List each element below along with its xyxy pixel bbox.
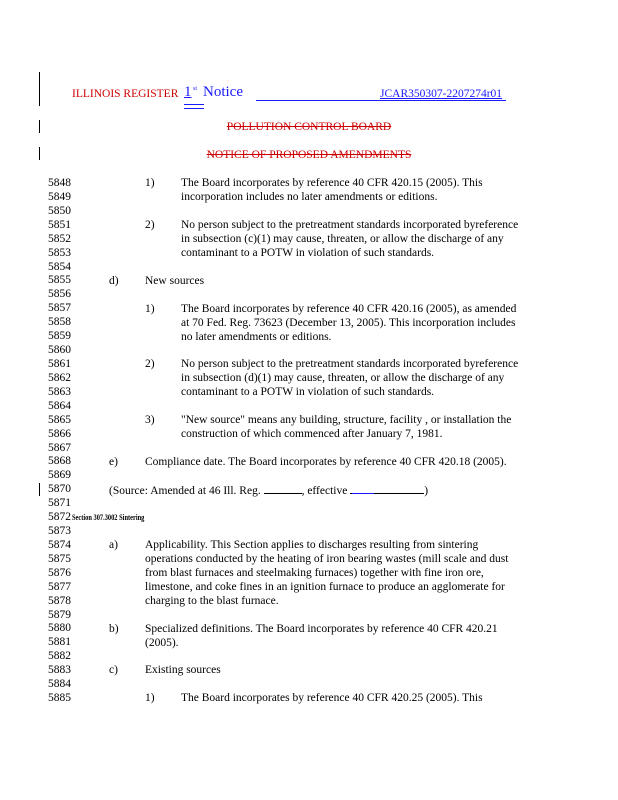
register-page-blank bbox=[264, 484, 302, 494]
line-number: 5850 bbox=[48, 204, 71, 217]
paragraph-line: at 70 Fed. Reg. 73623 (December 13, 2005). This incorporation includes bbox=[181, 317, 516, 329]
line-number: 5852 bbox=[48, 232, 71, 245]
line-number: 5885 bbox=[48, 692, 71, 704]
page-header bbox=[72, 84, 512, 104]
header-mark bbox=[184, 104, 204, 105]
paragraph-line: Applicability. This Section applies to discharges resulting from sintering bbox=[145, 539, 479, 551]
paragraph-line: Specialized definitions. The Board incorporates by reference 40 CFR 420.21 bbox=[145, 623, 498, 635]
line-number: 5862 bbox=[48, 371, 71, 384]
paragraph-line: The Board incorporates by reference 40 CFR 420.16 (2005), as amended bbox=[181, 303, 517, 315]
header-underline bbox=[256, 100, 506, 101]
line-number: 5876 bbox=[48, 566, 71, 579]
paragraph-line: from blast furnaces and steelmaking furnaces) together with fine iron ore, bbox=[145, 567, 484, 579]
list-marker: a) bbox=[109, 539, 118, 551]
jcar-code: JCAR350307-2207274r01 bbox=[380, 88, 503, 100]
line-number: 5879 bbox=[48, 608, 71, 621]
list-marker: c) bbox=[109, 664, 118, 676]
line-number: 5864 bbox=[48, 399, 71, 412]
line-number: 5859 bbox=[48, 330, 71, 343]
list-marker: e) bbox=[109, 456, 118, 468]
line-number: 5860 bbox=[48, 344, 71, 356]
paragraph-line: contaminant to a POTW in violation of such standards. bbox=[181, 247, 435, 259]
subsection-heading: Existing sources bbox=[145, 664, 221, 676]
line-number: 5881 bbox=[48, 636, 71, 649]
paragraph-line: operations conducted by the heating of iron bearing wastes (mill scale and dust bbox=[145, 553, 509, 565]
source-note bbox=[109, 484, 428, 497]
line-number: 5880 bbox=[48, 622, 71, 635]
register-label: ILLINOIS REGISTER bbox=[72, 88, 179, 100]
list-marker: 3) bbox=[145, 414, 155, 426]
effective-date-mark bbox=[352, 493, 374, 494]
paragraph-line: No person subject to the pretreatment standards incorporated byreference bbox=[181, 219, 519, 231]
paragraph-line: contaminant to a POTW in violation of such standards. bbox=[181, 386, 435, 398]
change-bar bbox=[39, 72, 40, 106]
line-number: 5867 bbox=[48, 441, 71, 454]
line-number: 5868 bbox=[48, 455, 71, 468]
agency-title: POLLUTION CONTROL BOARD bbox=[226, 121, 392, 133]
line-number: 5873 bbox=[48, 525, 71, 537]
list-marker: 2) bbox=[145, 219, 155, 231]
source-end: ) bbox=[424, 485, 429, 497]
change-bar bbox=[39, 483, 40, 496]
line-number: 5872 bbox=[48, 511, 71, 524]
paragraph-line: The Board incorporates by reference 40 CFR 420.15 (2005). This bbox=[181, 177, 483, 189]
line-number: 5874 bbox=[48, 538, 71, 551]
paragraph-line: Compliance date. The Board incorporates by reference 40 CFR 420.18 (2005). bbox=[145, 456, 507, 468]
paragraph-line: incorporation includes no later amendments or editions. bbox=[181, 191, 438, 203]
effective-date-blank bbox=[350, 484, 424, 494]
line-number: 5854 bbox=[48, 260, 71, 273]
paragraph-line: charging to the blast furnace. bbox=[145, 595, 279, 607]
line-number: 5878 bbox=[48, 594, 71, 607]
paragraph-line: limestone, and coke fines in an ignition furnace to produce an agglomerate for bbox=[145, 581, 505, 593]
list-marker: 2) bbox=[145, 358, 155, 370]
line-number: 5865 bbox=[48, 413, 71, 426]
notice-number-suffix: st bbox=[193, 86, 198, 92]
paragraph-line: "New source" means any building, structure, facility , or installation the bbox=[181, 414, 512, 426]
line-number: 5875 bbox=[48, 552, 71, 565]
line-number: 5877 bbox=[48, 580, 71, 593]
list-marker: 1) bbox=[145, 303, 155, 315]
line-number: 5861 bbox=[48, 358, 71, 370]
line-number: 5857 bbox=[48, 302, 71, 315]
paragraph-line: in subsection (c)(1) may cause, threaten, or allow the discharge of any bbox=[181, 233, 504, 245]
notice-number: 1 bbox=[184, 84, 192, 100]
subsection-heading: New sources bbox=[145, 275, 205, 287]
paragraph-line: No person subject to the pretreatment standards incorporated byreference bbox=[181, 358, 519, 370]
source-mid: , effective bbox=[301, 485, 348, 497]
line-number: 5869 bbox=[48, 469, 71, 482]
header-mark bbox=[184, 108, 204, 109]
list-marker: 1) bbox=[145, 692, 155, 704]
line-number: 5855 bbox=[48, 274, 71, 287]
paragraph-line: The Board incorporates by reference 40 CFR 420.25 (2005). This bbox=[181, 692, 483, 704]
line-number: 5863 bbox=[48, 385, 71, 398]
list-marker: d) bbox=[109, 275, 119, 287]
paragraph-line: construction of which commenced after January 7, 1981. bbox=[181, 428, 443, 440]
line-number: 5866 bbox=[48, 427, 71, 440]
line-number: 5848 bbox=[48, 177, 71, 189]
line-number: 5856 bbox=[48, 288, 71, 301]
line-number: 5871 bbox=[48, 497, 71, 510]
list-marker: b) bbox=[109, 623, 119, 635]
notice-title: NOTICE OF PROPOSED AMENDMENTS bbox=[206, 149, 412, 161]
list-marker: 1) bbox=[145, 177, 155, 189]
line-number: 5883 bbox=[48, 664, 71, 677]
line-number: 5849 bbox=[48, 190, 71, 203]
paragraph-line: (2005). bbox=[145, 637, 179, 649]
paragraph-line: in subsection (d)(1) may cause, threaten, or allow the discharge of any bbox=[181, 372, 505, 384]
section-heading: Section 307.3002 Sintering bbox=[72, 513, 145, 522]
line-number: 5884 bbox=[48, 678, 71, 691]
paragraph-line: no later amendments or editions. bbox=[181, 331, 332, 343]
notice-label: Notice bbox=[203, 84, 243, 100]
line-number: 5858 bbox=[48, 316, 71, 329]
line-number: 5882 bbox=[48, 650, 71, 663]
source-prefix: (Source: Amended at 46 Ill. Reg. bbox=[109, 485, 261, 497]
line-number: 5853 bbox=[48, 246, 71, 259]
line-number: 5851 bbox=[48, 218, 71, 231]
line-number: 5870 bbox=[48, 483, 71, 496]
